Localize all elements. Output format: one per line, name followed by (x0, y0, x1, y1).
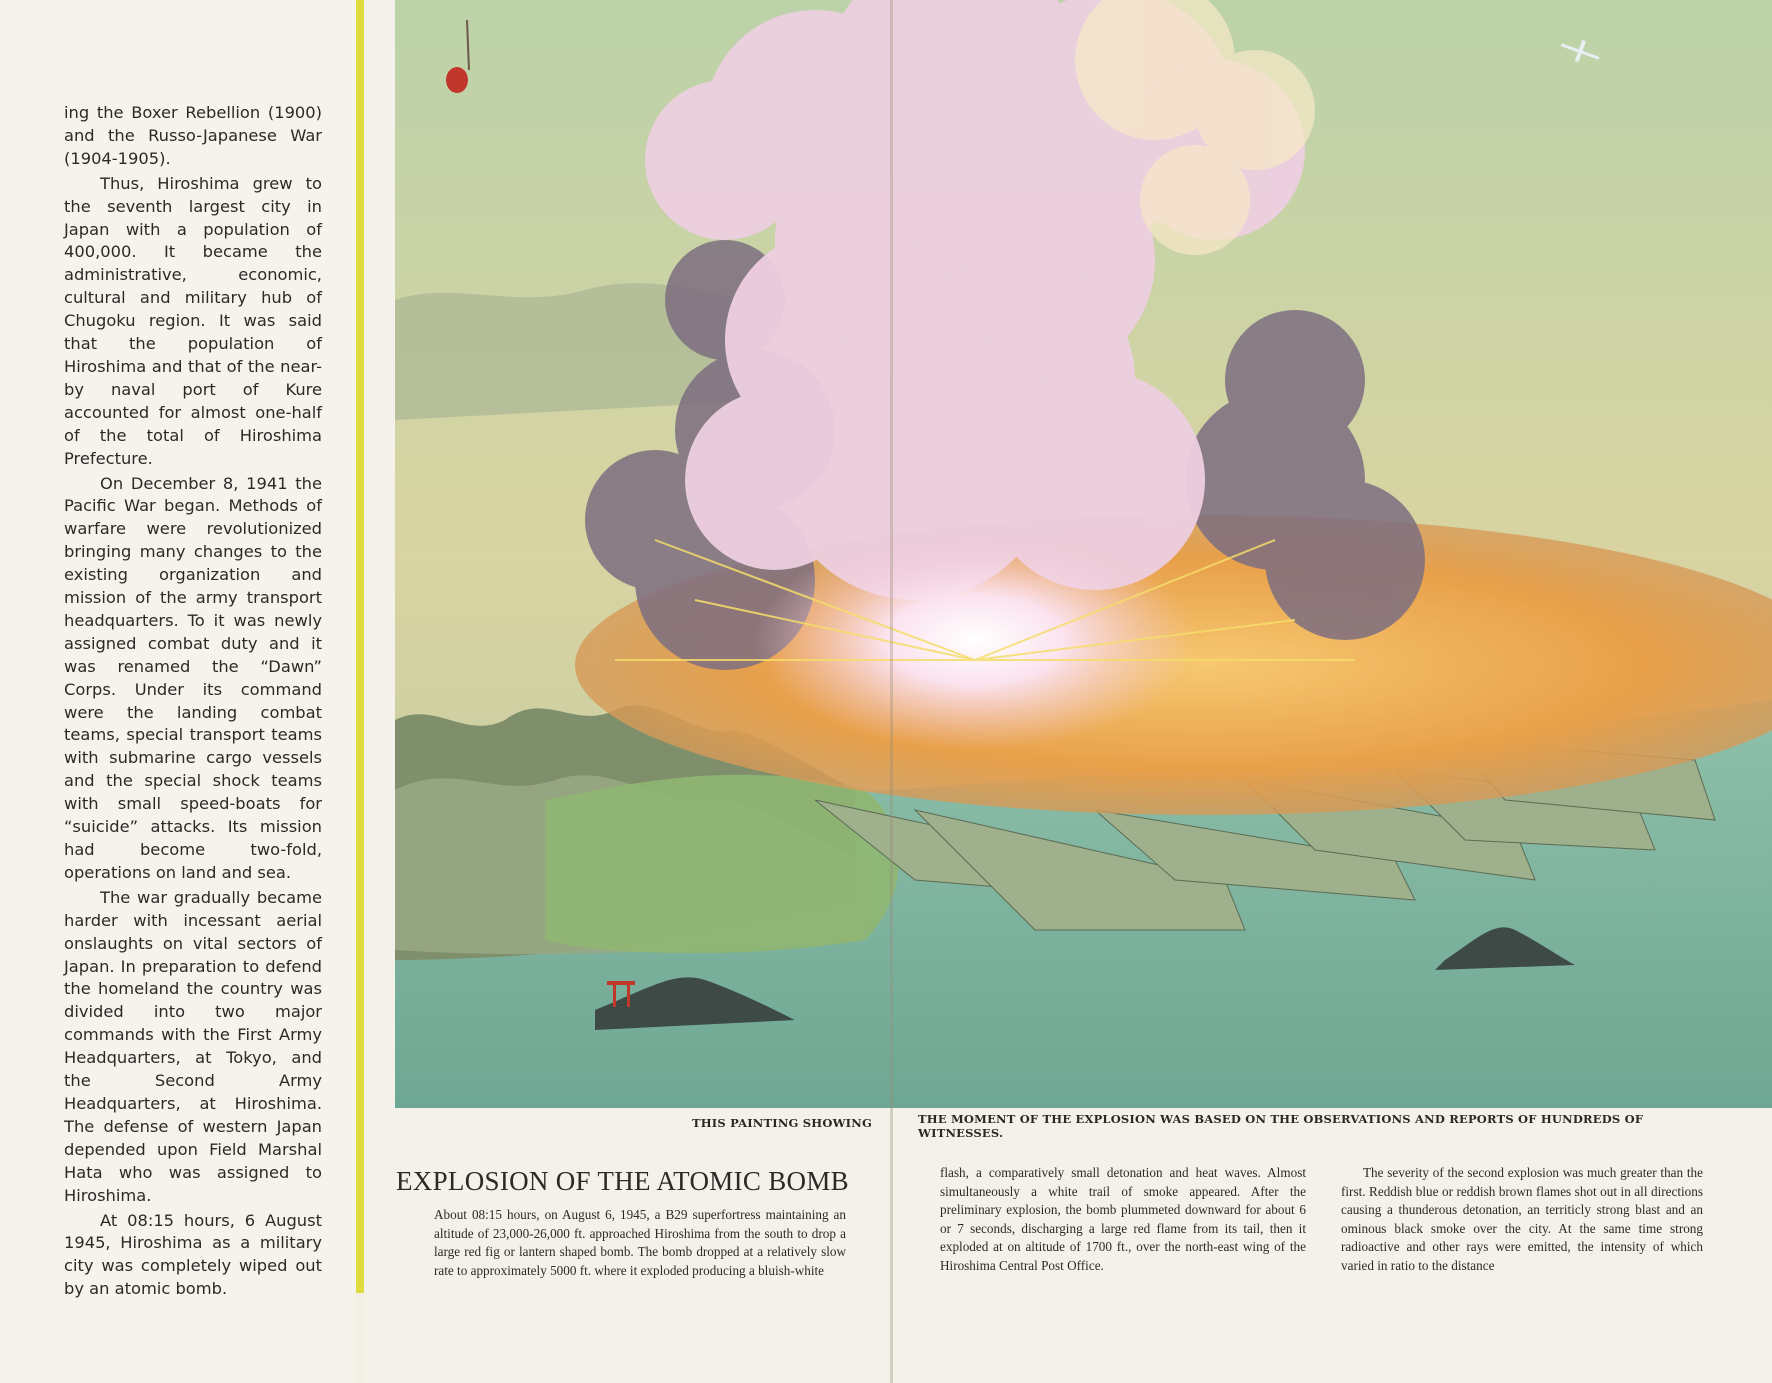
atomic-explosion-painting (395, 0, 1772, 1108)
article-title: EXPLOSION OF THE ATOMIC BOMB (396, 1166, 849, 1196)
left-paragraph-3: On December 8, 1941 the Pacific War began. Methods of warfare were revolutionized bringing many changes to the existing organization and mission of the army transport headquarters. To it was newly assigned combat duty and it was renamed the “Dawn” Corps. Under its command were the landing combat teams, special transport teams with submarine cargo vessels and the special shock teams with small speed-boats for “suicide” attacks. Its mission had become two-fold, operations on land and sea. (64, 473, 322, 882)
coastline (545, 775, 899, 953)
article-column-1 (434, 1206, 846, 1280)
article-paragraph-3: The severity of the second explosion was much greater than the first. Reddish blue or reddish brown flames shot out in all directions causing a thunderous detonation, an territicly strong blast and an ominous black smoke over the city. At the same time strong radioactive and other rays were emitted, the intensity of which varied in ratio to the distance (1341, 1165, 1703, 1273)
article-column-2 (940, 1164, 1306, 1276)
book-spine (890, 0, 893, 1383)
article-paragraph-1: About 08:15 hours, on August 6, 1945, a B29 superfortress maintaining an altitude of 23,000-26,000 ft. approached Hiroshima from the south to drop a large red fig or lantern shaped bomb. The bomb dropped at a relatively slow rate to approximately 5000 ft. where it exploded producing a bluish-white (434, 1207, 846, 1278)
article-column-3 (1341, 1164, 1703, 1276)
caption-left: THIS PAINTING SHOWING (691, 1116, 872, 1130)
article-paragraph-2: flash, a comparatively small detonation and heat waves. Almost simultaneously a white trail of smoke appeared. After the preliminary explosion, the bomb plummeted downward for about 6 or 7 seconds, discharging a large red flame from its tail, then it exploded at on altitude of 1700 ft., over the north-east wing of the Hiroshima Central Post Office. (940, 1165, 1306, 1273)
left-text-column (64, 102, 322, 1301)
left-paragraph-1: ing the Boxer Rebellion (1900) and the Russo-Japanese War (1904-1905). (64, 103, 322, 168)
left-paragraph-2: Thus, Hiroshima grew to the seventh largest city in Japan with a population of 400,000. It became the administrative, economic, cultural and military hub of Chugoku region. It was said that the population of Hiroshima and that of the near-by naval port of Kure accounted for almost one-half of the total of Hiroshima Prefecture. (64, 173, 322, 468)
left-paragraph-4: The war gradually became harder with incessant aerial onslaughts on vital sectors of Japan. In preparation to defend the homeland the country was divided into two major commands with the First Army Headquarters, at Tokyo, and the Second Army Headquarters, at Hiroshima. The defense of western Japan depended upon Field Marshal Hata who was assigned to Hiroshima. (64, 887, 322, 1205)
left-page (0, 0, 356, 1383)
yellow-accent-bar (356, 0, 364, 1293)
caption-right: THE MOMENT OF THE EXPLOSION WAS BASED ON THE OBSERVATIONS AND REPORTS OF HUNDREDS OF WITNESSES. (918, 1112, 1644, 1140)
left-paragraph-5: At 08:15 hours, 6 August 1945, Hiroshima as a military city was completely wiped out by an atomic bomb. (64, 1210, 322, 1299)
